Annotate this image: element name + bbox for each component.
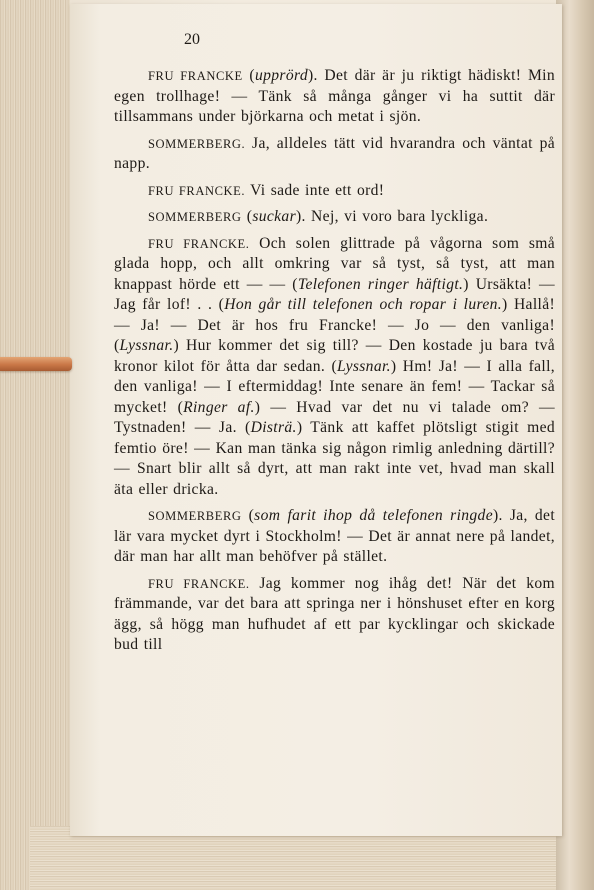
dialogue-paragraph xyxy=(114,181,555,202)
spoken-text: Ja, alldeles tätt vid hvarandra och väntat på napp. xyxy=(114,134,555,172)
stage-direction: Telefonen ringer häftigt. xyxy=(297,275,464,293)
speaker-name: FRU FRANCKE. xyxy=(148,236,250,251)
spoken-text: ). Det där är ju riktigt hädiskt! Min egen trollhage! — Tänk så många gånger vi ha suttit där tillsammans under björkarna och metat i sjön. xyxy=(114,67,556,125)
spoken-text: ( xyxy=(241,208,253,225)
spoken-text: Och solen glittrade på vågorna som små glada hopp, och allt omkring var så tyst, så tyst, att man knappast hörde ett — — ( xyxy=(114,234,555,293)
page-number: 20 xyxy=(184,31,200,48)
dialogue-text xyxy=(114,66,555,656)
stage-direction: Ringer af. xyxy=(183,398,255,416)
spoken-text: Jag kommer nog ihåg det! När det kom främmande, var det bara att springa ner i hönshuset efter en korg ägg, så högg man hufhudet af ett par kycklingar och skickade bud till xyxy=(114,574,555,653)
spoken-text: ) Ursäkta! — Jag får lof! . . ( xyxy=(114,275,555,313)
spoken-text: ) — Hvad var det nu vi talade om? — Tystnaden! — Ja. ( xyxy=(114,398,555,436)
dialogue-paragraph xyxy=(114,134,555,175)
spoken-text: ( xyxy=(242,67,255,84)
speaker-name: FRU FRANCKE xyxy=(148,69,243,83)
speaker-name: SOMMERBERG xyxy=(148,210,242,224)
stage-direction: Hon går till telefonen och ropar i luren. xyxy=(224,296,502,313)
stage-direction: Disträ. xyxy=(250,419,297,436)
spoken-text: ) Hallå! — Ja! — Det är hos fru Francke! — Jo — den vanliga! ( xyxy=(114,296,556,354)
dialogue-paragraph xyxy=(114,234,555,501)
stage-direction: Lyssnar. xyxy=(337,357,391,375)
spoken-text: ) Hur kommer det sig till? — Den kostade ju bara två kronor kilot för åtta dar sedan. ( xyxy=(114,337,555,375)
speaker-name: SOMMERBERG. xyxy=(148,136,246,151)
dialogue-paragraph xyxy=(114,66,555,128)
stage-direction: suckar xyxy=(252,208,297,225)
speaker-name: FRU FRANCKE. xyxy=(148,576,250,591)
dialogue-paragraph xyxy=(114,506,555,568)
spoken-text: Vi sade inte ett ord! xyxy=(245,181,385,199)
stage-direction: Lyssnar. xyxy=(119,337,174,354)
page-edges-left xyxy=(0,0,70,890)
spoken-text: ( xyxy=(241,507,255,524)
speaker-name: FRU FRANCKE. xyxy=(148,183,246,198)
spoken-text: ) Hm! Ja! — I alla fall, den vanliga! — I eftermiddag! Inte senare än fem! — Tackar så mycket! ( xyxy=(114,357,555,416)
page-content xyxy=(114,30,555,662)
speaker-name: SOMMERBERG xyxy=(148,509,242,523)
dialogue-paragraph xyxy=(114,207,555,228)
spoken-text: ). Nej, vi voro bara lyckliga. xyxy=(296,208,489,225)
spoken-text: ) Tänk att kaffet plötsligt stigit med femtio öre! — Kan man tänka sig någon rimlig anledning därtill? — Snart blir allt så dyrt, att man rakt inte vet, hvad man skall äta eller dricka. xyxy=(114,419,555,498)
dialogue-paragraph xyxy=(114,574,555,656)
bookmark-ribbon xyxy=(0,357,72,371)
spoken-text: ). Ja, det lär vara mycket dyrt i Stockholm! — Det är annat nere på landet, där man har allt man behöfver på stället. xyxy=(114,507,556,565)
stage-direction: som farit ihop då telefonen ringde xyxy=(254,507,493,524)
stage-direction: upprörd xyxy=(254,67,308,84)
